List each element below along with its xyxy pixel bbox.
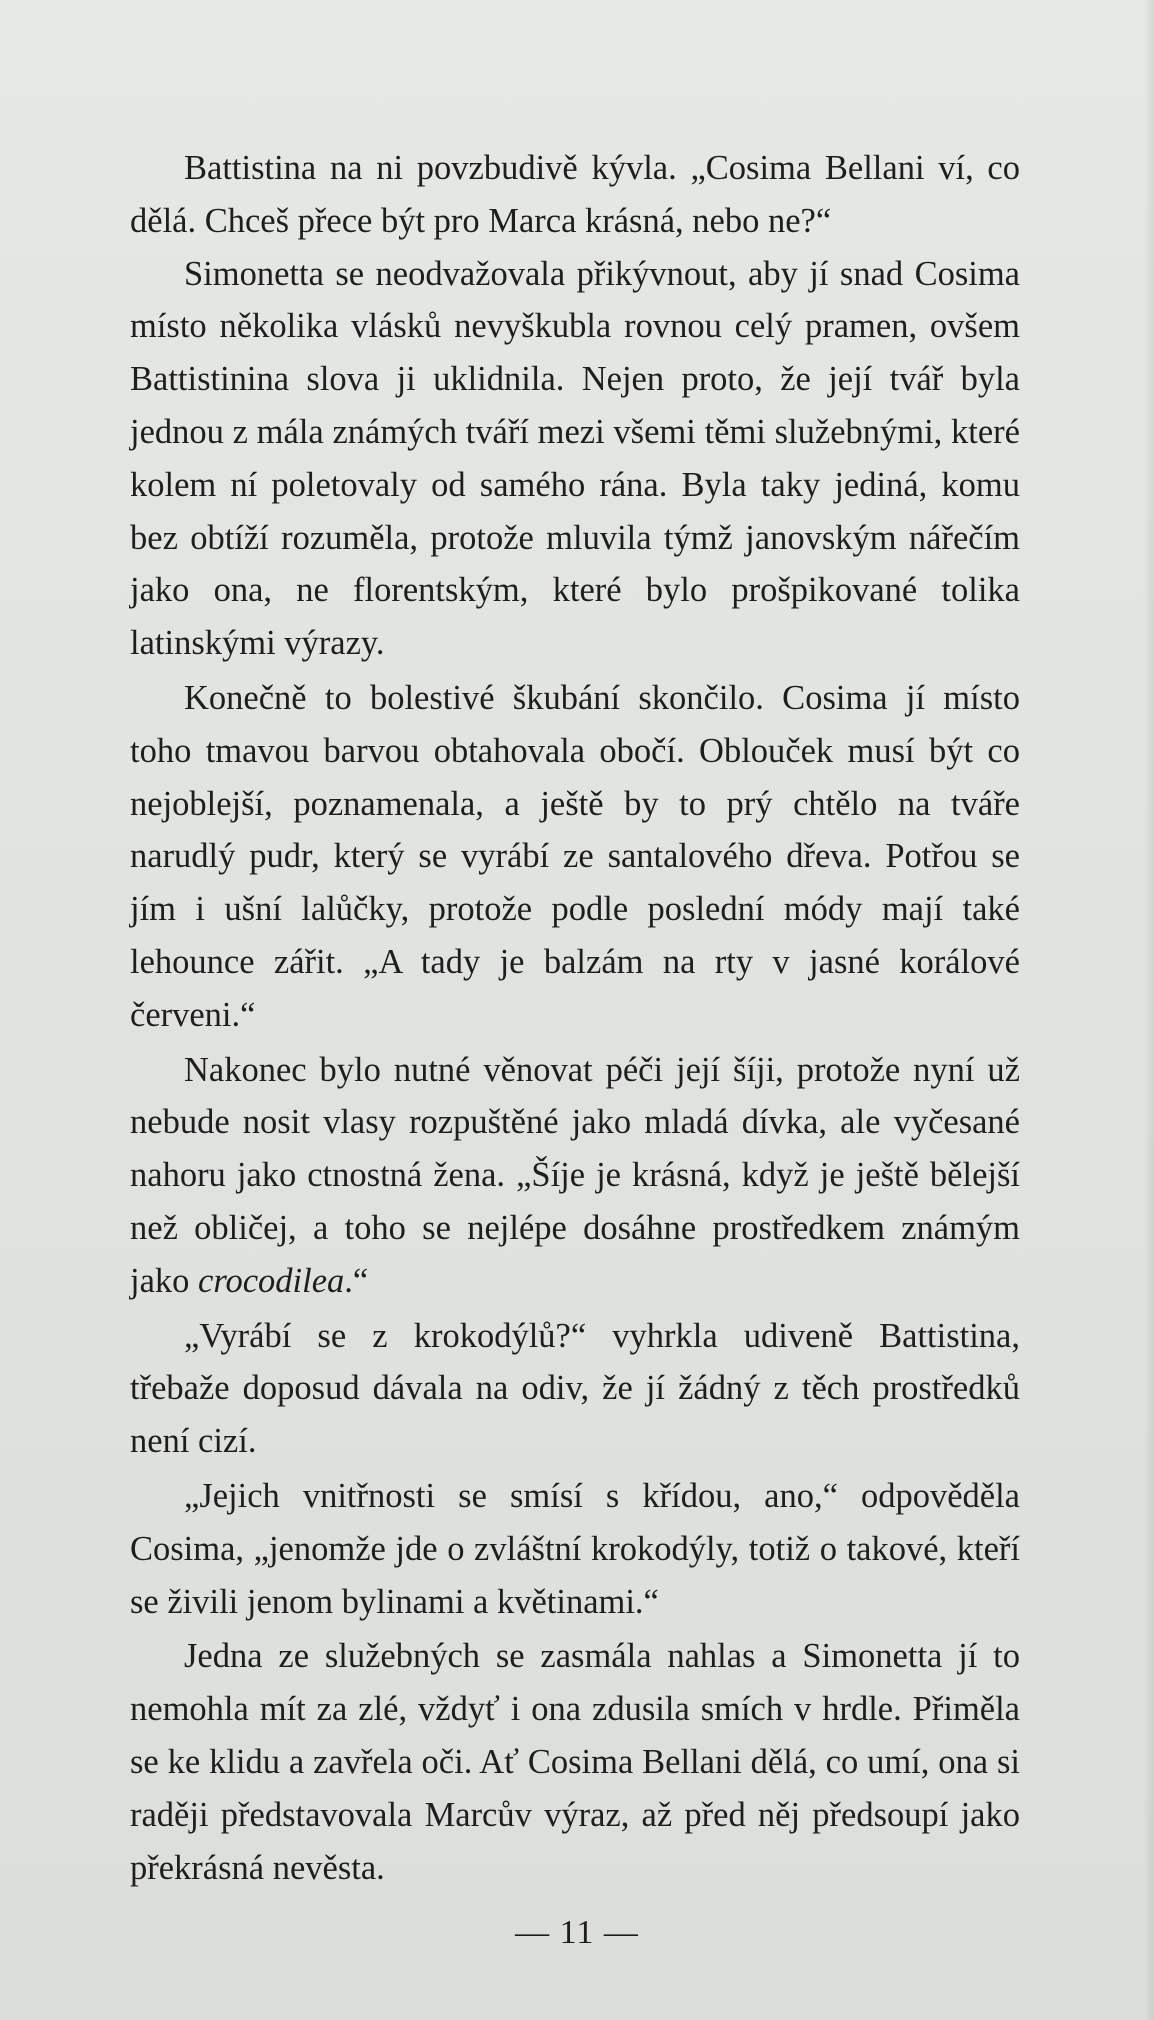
paragraph-2: Simonetta se neodvažovala přikývnout, aby jí snad Cosima místo několika vlásků nevyškubla rovnou celý pramen, ovšem Battistinina slova ji uklidnila. Nejen proto, že její tvář byla jednou z mála známých tváří mezi všemi těmi služebnými, které kolem ní poletovaly od samého rána. Byla taky jediná, komu bez obtíží rozuměla, protože mluvila týmž janovským nářečím jako ona, ne florentským, které bylo prošpikované tolika latinskými výrazy. (130, 254, 1020, 663)
paragraph-6: „Jejich vnitřnosti se smísí s křídou, ano,“ odpověděla Cosima, „jenomže jde o zvláštní krokodýly, totiž o takové, kteří se živili jenom bylinami a květinami.“ (130, 1476, 1020, 1621)
paragraph-4-text: Nakonec bylo nutné věnovat péči její šíji, protože nyní už nebude nosit vlasy rozpuštěné jako mladá dívka, ale vyčesané nahoru jako ctnostná žena. „Šíje je krásná, když je ještě bělejší než obličej, a toho se nejlépe dosáhne prostředkem známým jako (130, 1050, 1020, 1300)
paragraph-4 (130, 1044, 1020, 1308)
paragraph-5: „Vyrábí se z krokodýlů?“ vyhrkla udiveně Battistina, třebaže doposud dávala na odiv, že jí žádný z těch prostředků není cizí. (130, 1316, 1020, 1461)
body-text (130, 142, 1020, 1894)
page-edge-shadow (1144, 0, 1154, 2020)
paragraph-3: Konečně to bolestivé škubání skončilo. Cosima jí místo toho tmavou barvou obtahovala obočí. Oblouček musí být co nejoblejší, poznamenala, a ještě by to prý chtělo na tváře narudlý pudr, který se vyrábí ze santalového dřeva. Potřou se jím i ušní lalůčky, protože podle poslední módy mají také lehounce zářit. „A tady je balzám na rty v jasné korálové červeni.“ (130, 678, 1020, 1034)
paragraph-4-closing: .“ (344, 1261, 369, 1300)
paragraph-1: Battistina na ni povzbudivě kývla. „Cosima Bellani ví, co dělá. Chceš přece být pro Marca krásná, nebo ne?“ (130, 149, 1020, 240)
paragraph-4-italic-term: crocodilea (198, 1261, 345, 1300)
page-number: — 11 — (515, 1914, 639, 1951)
paragraph-7: Jedna ze služebných se zasmála nahlas a Simonetta jí to nemohla mít za zlé, vždyť i ona zdusila smích v hrdle. Přiměla se ke klidu a zavřela oči. Ať Cosima Bellani dělá, co umí, ona si raději představovala Marcův výraz, až před něj předsoupí jako překrásná nevěsta. (130, 1637, 1020, 1887)
